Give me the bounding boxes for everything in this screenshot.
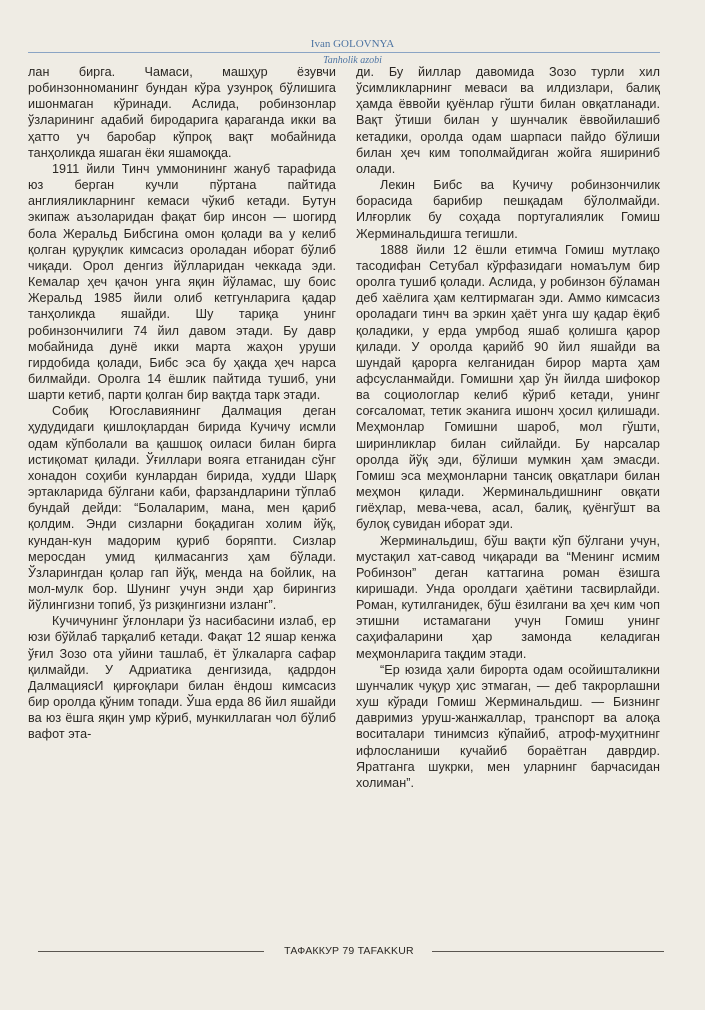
paragraph: Собиқ Югославиянинг Далмация деган ҳудудидаги қишлоқлардан бирида Кучичу исмли одам кўпболали ва қашшоқ оиласи билан бирга истиқомат қилади. Ўғиллари вояга етганидан сўнг хонадон соҳиби кунлардан бирида, худди Шарқ эртакларида бўлгани каби, фарзандларини тўплаб бундай дейди: “Болаларим, мана, мен қариб қолдим. Энди сизларни боқадиган холим йўқ, кундан-кун мадорим қуриб боряпти. Сизлар меросдан умид қилмасангиз ҳам бўлади. Ўзларингдан қолар гап йўқ, менда на бойлик, на мол-мулк бор. Шунинг учун энди ҳар бирингиз йўлингизни топиб, ўз ризқингизни изланг”. [28,404,336,613]
paragraph: 1911 йили Тинч уммонининг жануб тарафида юз берган кучли пўртана пайтида англияликларнинг кемаси чўкиб кетади. Бутун экипаж аъзоларидан фақат бир инсон — шогирд бола Жеральд Бибсгина омон қолади ва у келиб қолган қуруқлик кимсасиз ороладан иборат бўлиб чиқади. Орол денгиз йўлларидан чеккада эди. Кемалар ҳеч қачон унга яқин йўламас, шу боис Жеральд 1985 йили олиб кетгунларига қадар танҳоликда яшайди. Шу тариқа унинг робинзончилиги 74 йил давом этади. Бу давр мобайнида дунё икки марта жаҳон уруши гирдобида қолади, Бибс эса бу ҳақда ҳеч нарса билмайди. Оролга 14 ёшлик пайтида тушиб, уни шарти кетиб, парти қолган бир вақтда тарк этади. [28,161,336,403]
header-rule [28,52,660,53]
page-footer [0,944,705,958]
paragraph: Кучичунинг ўғлонлари ўз насибасини излаб, ер юзи бўйлаб тарқалиб кетади. Фақат 12 яшар кенжа ўғил Зозо ота уйини ташлаб, ёт ўлкаларга сафар қилмайди. У Адриатика денгизида, қадрдон ДалмациясИ қирғоқлари билан ёндош кимсасиз бир оролда қўним топади. Ўша ерда 86 йил яшайди ва юз ёшга яқин умр кўриб, мункиллаган чол бўлиб вафот эта- [28,614,336,742]
paragraph: Лекин Бибс ва Кучичу робинзончилик борасида барибир пешқадам бўлолмайди. Илғорлик бу соҳада португалиялик Гомиш Жерминальдишга тегишли. [356,178,660,241]
right-text-column [356,64,660,791]
paragraph: “Ер юзида ҳали бирорта одам осойишталикни шунчалик чуқур ҳис этмаган, — деб такрорлашни хуш кўради Гомиш Жерминальдиш. — Бизнинг давримиз уруш-жанжаллар, транспорт ва алоқа воситалари тинимсиз кўпайиб, атроф-муҳитнинг ифлосланиши кучайиб бораётган даврдир. Яратганга шукрки, мен уларнинг барчасидан холиман”. [356,662,660,790]
footer-page-label: ТАФАККУР 79 TAFAKKUR [284,945,414,957]
header-subtitle: Tanholik azobi [323,55,382,66]
paragraph: ди. Бу йиллар давомида Зозо турли хил ўсимликларнинг меваси ва илдизлари, балиқ ҳамда ёввойи қуёнлар гўшти билан овқатланади. Вақт ўтиши билан у шунчалик ёввойилашиб кетадики, оролда одам шарпаси пайдо бўлиши билан ҳеч ким тополмайдиган жойга яшириниб олади. [356,65,660,176]
paragraph: Жерминальдиш, бўш вақти кўп бўлгани учун, мустақил хат-савод чиқаради ва “Менинг исмим Робинзон” деган каттагина роман ёзишга киришади. Унда оролдаги ҳаётини тасвирлайди. Роман, кутилганидек, бўш ёзилгани ва ҳеч ким чоп этишни истамагани учун Гомиш унинг саҳифаларини ҳар замонда келадиган меҳмонларига тақдим этади. [356,533,660,661]
paragraph: 1888 йили 12 ёшли етимча Гомиш мутлақо тасодифан Сетубал кўрфазидаги номаълум бир оролга тушиб қолади. Аслида, у робинзон бўламан деб хаёлига ҳам келтирмаган эди. Аммо кимсасиз ороладаги тинч ва эркин ҳаёт унга шу қадар ёқиб қоладики, у ерда умрбод яшаб қолишга қарор қилади. У оролда қарийб 90 йил яшайди ва шундай қарорга келганидан бирор марта ҳам афсусланмайди. Гомишни ҳар ўн йилда шифокор ва социологлар келиб кўриб кетади, унинг соғсаломат, тетик эканига ишонч ҳосил қилишади. Меҳмонлар Гомишни шароб, мол гўшти, ширинликлар билан сийлайди. Бу нарсалар оролда йўқ эди, бўлиши мумкин ҳам эмасди. Гомиш эса меҳмонларни тансиқ овқатлари билан меҳмон қилади. Жерминальдишнинг овқати гиёҳлар, мева-чева, асал, балиқ, қуёнгўшт ва булоқ сувидан иборат эди. [356,242,660,532]
left-text-column [28,64,336,743]
paragraph: лан бирга. Чамаси, машҳур ёзувчи робинзонноманинг бундан кўра узунроқ бўлишига ишонмаган кўринади. Аслида, робинзонлар ўзларининг адабий биродарига қараганда икки ва ҳатто уч баробар кўпроқ вақт мобайнида танҳоликда яшаган ёки яшамоқда. [28,65,336,160]
header-author: Ivan GOLOVNYA [310,38,395,50]
footer-rule-left [38,951,264,952]
footer-rule-right [432,951,664,952]
